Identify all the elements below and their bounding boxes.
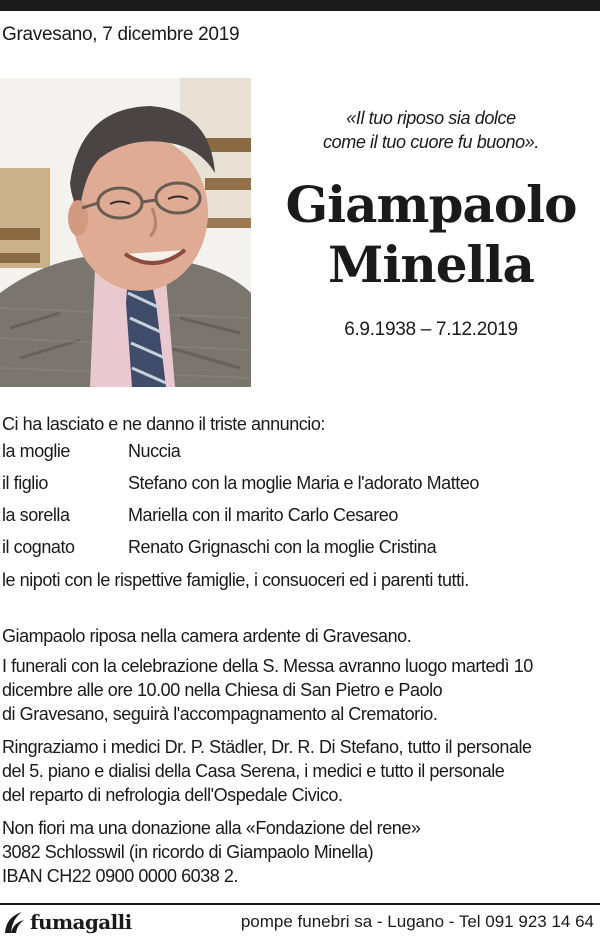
- deceased-last-name: Minella: [328, 235, 534, 294]
- relative-name: Renato Grignaschi con la moglie Cristina: [128, 537, 437, 557]
- logo-text: fumagalli: [30, 910, 132, 934]
- relative-row: [0, 469, 600, 501]
- thanks-line: Ringraziamo i medici Dr. P. Städler, Dr. R. Di Stefano, tutto il personale: [2, 737, 532, 757]
- memorial-quote: [262, 106, 600, 154]
- donation-line: IBAN CH22 0900 0000 6038 2.: [2, 866, 239, 886]
- donation-line: 3082 Schlosswil (in ricordo di Giampaolo Minella): [2, 842, 374, 862]
- top-rule: [0, 0, 600, 11]
- funeral-notice: [2, 654, 533, 726]
- relative-role: il cognato: [2, 537, 75, 557]
- relative-role: la sorella: [2, 505, 70, 525]
- thanks-line: del 5. piano e dialisi della Casa Serena, i medici e tutto il personale: [2, 761, 505, 781]
- relative-role: la moglie: [2, 441, 70, 461]
- donation-notice: [2, 816, 420, 888]
- thanks-line: del reparto di nefrologia dell'Ospedale Civico.: [2, 785, 343, 805]
- flame-logo-icon: [2, 909, 26, 935]
- funeral-line: dicembre alle ore 10.00 nella Chiesa di San Pietro e Paolo: [2, 680, 443, 700]
- donation-line: Non fiori ma una donazione alla «Fondazione del rene»: [2, 818, 421, 838]
- relative-name: Stefano con la moglie Maria e l'adorato Matteo: [128, 473, 479, 493]
- relative-name: Mariella con il marito Carlo Cesareo: [128, 505, 398, 525]
- announcement-intro: Ci ha lasciato e ne danno il triste annuncio:: [2, 414, 325, 434]
- funeral-line: I funerali con la celebrazione della S. Messa avranno luogo martedì 10: [2, 656, 533, 676]
- viewing-notice: Giampaolo riposa nella camera ardente di Gravesano.: [2, 626, 412, 646]
- deceased-first-name: Giampaolo: [285, 175, 577, 234]
- quote-line-2: come il tuo cuore fu buono».: [323, 132, 539, 152]
- place-date: Gravesano, 7 dicembre 2019: [2, 24, 240, 45]
- funeral-home-contact: pompe funebri sa - Lugano - Tel 091 923 14 64: [240, 912, 594, 931]
- relative-role: il figlio: [2, 473, 48, 493]
- portrait-photo: [0, 78, 251, 387]
- relative-row: [0, 533, 600, 565]
- relative-row: [0, 437, 600, 469]
- thanks-notice: [2, 735, 532, 807]
- announcement-closing: le nipoti con le rispettive famiglie, i consuoceri ed i parenti tutti.: [2, 570, 469, 590]
- relatives-list: [0, 437, 600, 565]
- relative-row: [0, 501, 600, 533]
- life-dates: 6.9.1938 – 7.12.2019: [344, 319, 518, 340]
- quote-line-1: «Il tuo riposo sia dolce: [346, 108, 516, 128]
- funeral-home-logo: [2, 907, 132, 937]
- funeral-line: di Gravesano, seguirà l'accompagnamento al Crematorio.: [2, 704, 438, 724]
- footer-rule: [0, 903, 600, 905]
- relative-name: Nuccia: [128, 441, 181, 461]
